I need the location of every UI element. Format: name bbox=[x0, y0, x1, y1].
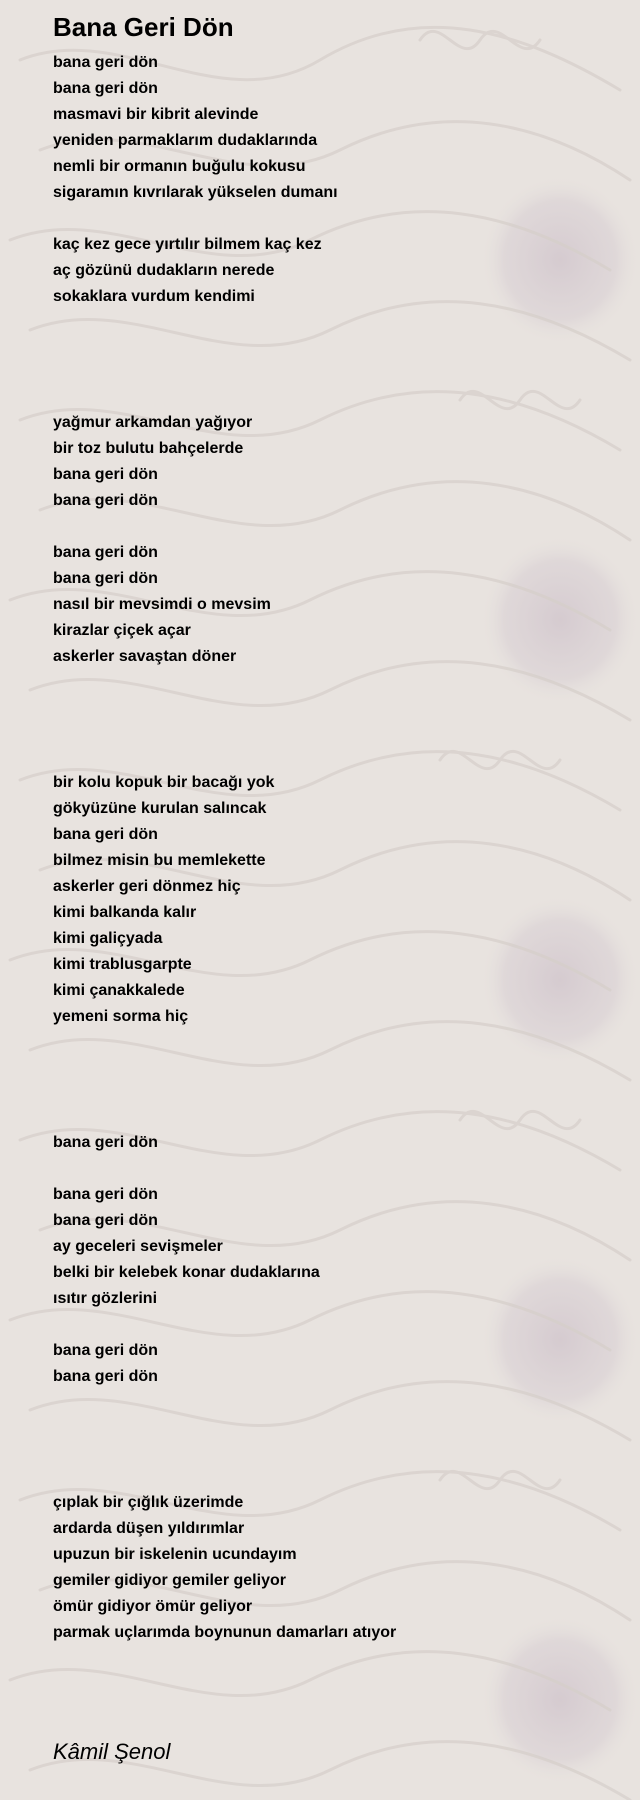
poem-section bbox=[53, 1490, 613, 1646]
poem-line: yağmur arkamdan yağıyor bbox=[53, 414, 253, 431]
section-break bbox=[53, 1030, 613, 1130]
poem-line: gemiler gidiyor gemiler geliyor bbox=[53, 1572, 286, 1589]
stanza bbox=[53, 540, 613, 670]
poem-line: bilmez misin bu memlekette bbox=[53, 852, 266, 869]
poem-line: aç gözünü dudakların nerede bbox=[53, 262, 275, 279]
poem-line: kirazlar çiçek açar bbox=[53, 622, 191, 639]
poem-line: kimi galiçyada bbox=[53, 930, 163, 947]
poem-line: bana geri dön bbox=[53, 54, 158, 71]
poem-line: sigaramın kıvrılarak yükselen dumanı bbox=[53, 184, 338, 201]
poem-line: bir kolu kopuk bir bacağı yok bbox=[53, 774, 275, 791]
poem-line: gökyüzüne kurulan salıncak bbox=[53, 800, 267, 817]
poem-line: askerler savaştan döner bbox=[53, 648, 237, 665]
poem-line: kimi trablusgarpte bbox=[53, 956, 192, 973]
poem-line: bana geri dön bbox=[53, 1134, 158, 1151]
poem-author[interactable]: Kâmil Şenol bbox=[53, 1739, 171, 1764]
poem-line: bana geri dön bbox=[53, 544, 158, 561]
poem-line: yeniden parmaklarım dudaklarında bbox=[53, 132, 318, 149]
stanza-break bbox=[53, 1312, 613, 1338]
poem-line: çıplak bir çığlık üzerimde bbox=[53, 1494, 244, 1511]
poem-container bbox=[53, 10, 613, 1646]
poem-line: upuzun bir iskelenin ucundayım bbox=[53, 1546, 297, 1563]
poem-line: bana geri dön bbox=[53, 466, 158, 483]
poem-line: ömür gidiyor ömür geliyor bbox=[53, 1598, 253, 1615]
poem-line: bana geri dön bbox=[53, 492, 158, 509]
poem-line: belki bir kelebek konar dudaklarına bbox=[53, 1264, 320, 1281]
poem-line: nemli bir ormanın buğulu kokusu bbox=[53, 158, 306, 175]
poem-line: bana geri dön bbox=[53, 1186, 158, 1203]
poem-line: kimi çanakkalede bbox=[53, 982, 185, 999]
stanza bbox=[53, 232, 613, 310]
stanza-break bbox=[53, 1156, 613, 1182]
poem-line: masmavi bir kibrit alevinde bbox=[53, 106, 259, 123]
poem-line: bana geri dön bbox=[53, 826, 158, 843]
poem-line: parmak uçlarımda boynunun damarları atıyor bbox=[53, 1624, 397, 1641]
poem-title: Bana Geri Dön bbox=[53, 12, 234, 42]
stanza bbox=[53, 1182, 613, 1312]
section-break bbox=[53, 670, 613, 770]
poem-line: kimi balkanda kalır bbox=[53, 904, 197, 921]
poem-section bbox=[53, 1130, 613, 1390]
poem-section bbox=[53, 50, 613, 310]
poem-line: bana geri dön bbox=[53, 1342, 158, 1359]
poem-line: kaç kez gece yırtılır bilmem kaç kez bbox=[53, 236, 322, 253]
poem-line: bana geri dön bbox=[53, 1212, 158, 1229]
stanza bbox=[53, 770, 613, 1030]
stanza bbox=[53, 1338, 613, 1390]
poem-line: bana geri dön bbox=[53, 570, 158, 587]
poem-line: ay geceleri sevişmeler bbox=[53, 1238, 223, 1255]
poem-line: bir toz bulutu bahçelerde bbox=[53, 440, 244, 457]
stanza-break bbox=[53, 514, 613, 540]
stanza bbox=[53, 410, 613, 514]
stanza bbox=[53, 1130, 613, 1156]
poem-line: bana geri dön bbox=[53, 1368, 158, 1385]
poem-line: bana geri dön bbox=[53, 80, 158, 97]
poem-line: nasıl bir mevsimdi o mevsim bbox=[53, 596, 271, 613]
poem-line: sokaklara vurdum kendimi bbox=[53, 288, 255, 305]
poem-line: yemeni sorma hiç bbox=[53, 1008, 189, 1025]
section-break bbox=[53, 310, 613, 410]
poem-section bbox=[53, 770, 613, 1030]
poem-line: ardarda düşen yıldırımlar bbox=[53, 1520, 245, 1537]
stanza-break bbox=[53, 206, 613, 232]
stanza bbox=[53, 1490, 613, 1646]
poem-line: askerler geri dönmez hiç bbox=[53, 878, 241, 895]
section-break bbox=[53, 1390, 613, 1490]
poem-section bbox=[53, 410, 613, 670]
poem-line: ısıtır gözlerini bbox=[53, 1290, 158, 1307]
poem-body bbox=[53, 50, 613, 1646]
stanza bbox=[53, 50, 613, 206]
